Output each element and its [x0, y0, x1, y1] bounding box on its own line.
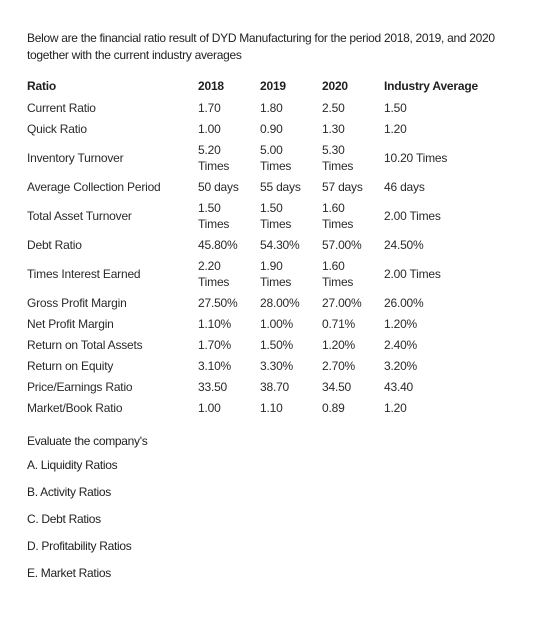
- value-2018-cell: 1.10%: [198, 316, 232, 331]
- ratio-name-cell: Inventory Turnover: [27, 150, 124, 165]
- value-2019-cell: 1.50%: [260, 337, 294, 352]
- table-row: [24, 376, 482, 397]
- industry-average-cell: 1.20: [384, 121, 407, 136]
- value-2019-cell: 1.50 Times: [260, 200, 292, 231]
- industry-average-cell: 1.50: [384, 100, 407, 115]
- value-2018-cell: 1.00: [198, 121, 221, 136]
- value-2020-cell: 0.71%: [322, 316, 356, 331]
- value-2019-cell: 38.70: [260, 379, 290, 394]
- ratio-name-cell: Debt Ratio: [27, 237, 82, 252]
- table-row: [24, 255, 482, 292]
- value-2019-cell: 1.90 Times: [260, 258, 292, 289]
- ratio-name-cell: Price/Earnings Ratio: [27, 379, 133, 394]
- value-2018-cell: 45.80%: [198, 237, 238, 252]
- value-2018-cell: 33.50: [198, 379, 228, 394]
- ratio-name-cell: Gross Profit Margin: [27, 295, 127, 310]
- value-2018-cell: 1.00: [198, 400, 221, 415]
- value-2018-cell: 27.50%: [198, 295, 238, 310]
- value-2018-cell: 1.70: [198, 100, 221, 115]
- question-item: C. Debt Ratios: [27, 512, 101, 526]
- header-2018: 2018: [198, 79, 224, 93]
- table-header-row: [24, 75, 482, 97]
- value-2019-cell: 5.00 Times: [260, 142, 292, 173]
- table-row: [24, 176, 482, 197]
- industry-average-cell: 46 days: [384, 179, 425, 194]
- table-row: [24, 355, 482, 376]
- table-row: [24, 197, 482, 234]
- value-2019-cell: 1.10: [260, 400, 283, 415]
- industry-average-cell: 24.50%: [384, 237, 424, 252]
- header-industry-average: Industry Average: [384, 79, 478, 93]
- value-2020-cell: 57 days: [322, 179, 363, 194]
- value-2020-cell: 27.00%: [322, 295, 362, 310]
- value-2019-cell: 0.90: [260, 121, 283, 136]
- value-2018-cell: 3.10%: [198, 358, 232, 373]
- questions-section: [27, 430, 147, 587]
- industry-average-cell: 2.00 Times: [384, 266, 441, 281]
- value-2020-cell: 1.20%: [322, 337, 356, 352]
- header-ratio: Ratio: [27, 79, 57, 93]
- industry-average-cell: 26.00%: [384, 295, 424, 310]
- value-2020-cell: 34.50: [322, 379, 352, 394]
- industry-average-cell: 10.20 Times: [384, 150, 448, 165]
- value-2020-cell: 1.60 Times: [322, 200, 354, 231]
- table-row: [24, 334, 482, 355]
- ratio-name-cell: Current Ratio: [27, 100, 96, 115]
- intro-line-1: Below are the financial ratio result of DYD Manufacturing for the period 2018, 2019, and 2020: [27, 31, 495, 45]
- value-2020-cell: 5.30 Times: [322, 142, 354, 173]
- table-row: [24, 313, 482, 334]
- table-body: [24, 97, 482, 418]
- ratio-name-cell: Quick Ratio: [27, 121, 87, 136]
- value-2020-cell: 2.70%: [322, 358, 356, 373]
- value-2020-cell: 1.60 Times: [322, 258, 354, 289]
- ratio-name-cell: Net Profit Margin: [27, 316, 114, 331]
- value-2018-cell: 5.20 Times: [198, 142, 230, 173]
- industry-average-cell: 2.40%: [384, 337, 418, 352]
- header-2020: 2020: [322, 79, 348, 93]
- table-row: [24, 292, 482, 313]
- value-2018-cell: 1.50 Times: [198, 200, 230, 231]
- industry-average-cell: 3.20%: [384, 358, 418, 373]
- intro-line-2: together with the current industry averages: [27, 48, 242, 62]
- ratio-name-cell: Total Asset Turnover: [27, 208, 132, 223]
- industry-average-cell: 1.20%: [384, 316, 418, 331]
- ratio-table: [24, 75, 482, 418]
- question-item: B. Activity Ratios: [27, 485, 111, 499]
- value-2019-cell: 28.00%: [260, 295, 300, 310]
- value-2019-cell: 1.00%: [260, 316, 294, 331]
- questions-title: Evaluate the company's: [27, 434, 148, 448]
- value-2020-cell: 2.50: [322, 100, 345, 115]
- value-2020-cell: 57.00%: [322, 237, 362, 252]
- questions-list: [27, 452, 147, 587]
- question-item: E. Market Ratios: [27, 566, 111, 580]
- value-2019-cell: 3.30%: [260, 358, 294, 373]
- table-row: [24, 97, 482, 118]
- ratio-name-cell: Return on Total Assets: [27, 337, 143, 352]
- table-row: [24, 234, 482, 255]
- value-2019-cell: 54.30%: [260, 237, 300, 252]
- table-row: [24, 118, 482, 139]
- value-2018-cell: 1.70%: [198, 337, 232, 352]
- value-2020-cell: 1.30: [322, 121, 345, 136]
- table-row: [24, 397, 482, 418]
- table-row: [24, 139, 482, 176]
- header-2019: 2019: [260, 79, 286, 93]
- industry-average-cell: 1.20: [384, 400, 407, 415]
- value-2018-cell: 50 days: [198, 179, 239, 194]
- value-2020-cell: 0.89: [322, 400, 345, 415]
- intro-paragraph: [27, 30, 527, 64]
- ratio-name-cell: Average Collection Period: [27, 179, 161, 194]
- ratio-name-cell: Times Interest Earned: [27, 266, 141, 281]
- question-item: D. Profitability Ratios: [27, 539, 132, 553]
- value-2019-cell: 55 days: [260, 179, 301, 194]
- value-2019-cell: 1.80: [260, 100, 283, 115]
- question-item: A. Liquidity Ratios: [27, 458, 118, 472]
- industry-average-cell: 2.00 Times: [384, 208, 441, 223]
- ratio-name-cell: Return on Equity: [27, 358, 114, 373]
- ratio-name-cell: Market/Book Ratio: [27, 400, 123, 415]
- industry-average-cell: 43.40: [384, 379, 414, 394]
- value-2018-cell: 2.20 Times: [198, 258, 230, 289]
